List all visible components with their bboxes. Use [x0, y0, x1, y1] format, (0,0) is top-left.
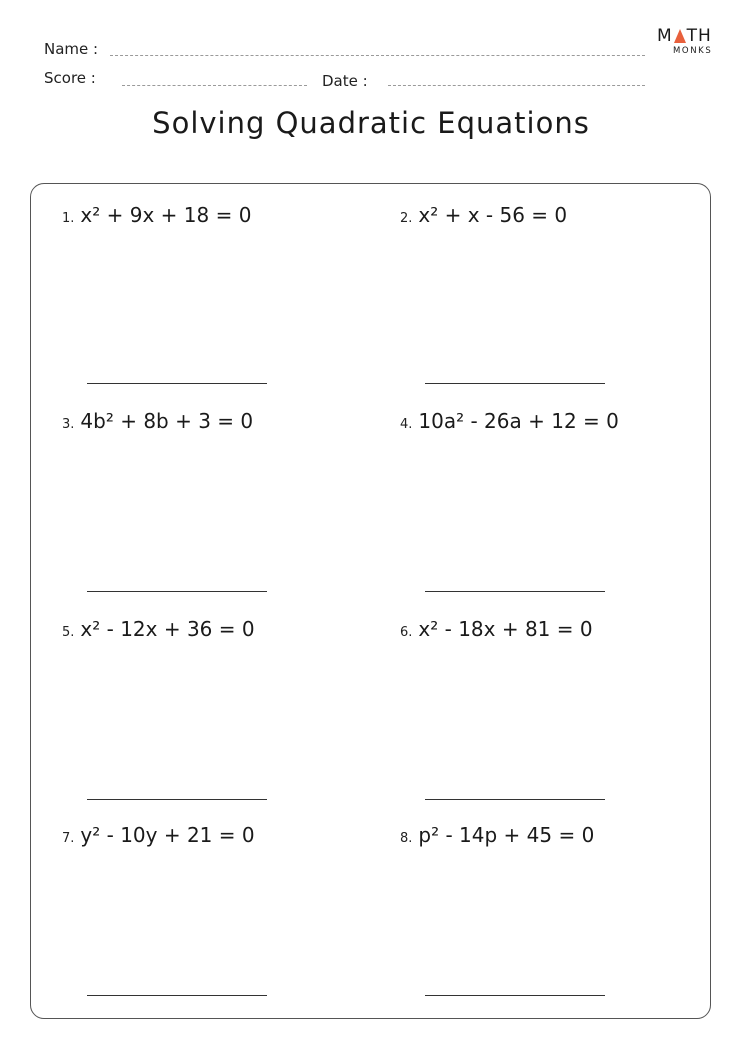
problem-number: 7.: [62, 831, 75, 846]
score-label: Score :: [44, 69, 96, 87]
score-field-line[interactable]: [122, 85, 307, 86]
problem-equation: x² - 18x + 81 = 0: [418, 617, 593, 641]
answer-line-7[interactable]: [87, 995, 267, 996]
math-monks-logo: [657, 27, 717, 56]
page-title: Solving Quadratic Equations: [152, 106, 590, 140]
answer-line-8[interactable]: [425, 995, 605, 996]
date-field-line[interactable]: [388, 85, 645, 86]
problem-number: 4.: [400, 417, 413, 432]
name-label: Name :: [44, 40, 99, 58]
logo-triangle-icon: [674, 29, 686, 43]
problems-box: [30, 183, 711, 1019]
logo-subtext: MONKS: [673, 46, 713, 56]
problem-equation: 10a² - 26a + 12 = 0: [418, 409, 619, 433]
problem-1: [62, 203, 251, 227]
problem-number: 3.: [62, 417, 75, 432]
problem-number: 2.: [400, 211, 413, 226]
problem-equation: 4b² + 8b + 3 = 0: [80, 409, 254, 433]
problem-number: 5.: [62, 625, 75, 640]
problem-number: 1.: [62, 211, 75, 226]
problem-8: [400, 823, 594, 847]
problem-equation: p² - 14p + 45 = 0: [418, 823, 595, 847]
date-label: Date :: [322, 72, 368, 90]
problem-number: 6.: [400, 625, 413, 640]
problem-equation: x² - 12x + 36 = 0: [80, 617, 255, 641]
problem-6: [400, 617, 593, 641]
problem-equation: x² + x - 56 = 0: [418, 203, 568, 227]
problem-3: [62, 409, 253, 433]
answer-line-5[interactable]: [87, 799, 267, 800]
answer-line-1[interactable]: [87, 383, 267, 384]
logo-letter-m: M: [657, 26, 673, 46]
problem-equation: x² + 9x + 18 = 0: [80, 203, 252, 227]
problem-equation: y² - 10y + 21 = 0: [80, 823, 255, 847]
problem-7: [62, 823, 255, 847]
logo-letters-th: TH: [686, 26, 712, 46]
answer-line-4[interactable]: [425, 591, 605, 592]
problem-2: [400, 203, 567, 227]
answer-line-6[interactable]: [425, 799, 605, 800]
problem-number: 8.: [400, 831, 413, 846]
problem-5: [62, 617, 255, 641]
answer-line-3[interactable]: [87, 591, 267, 592]
name-field-line[interactable]: [110, 55, 645, 56]
answer-line-2[interactable]: [425, 383, 605, 384]
problem-4: [400, 409, 619, 433]
